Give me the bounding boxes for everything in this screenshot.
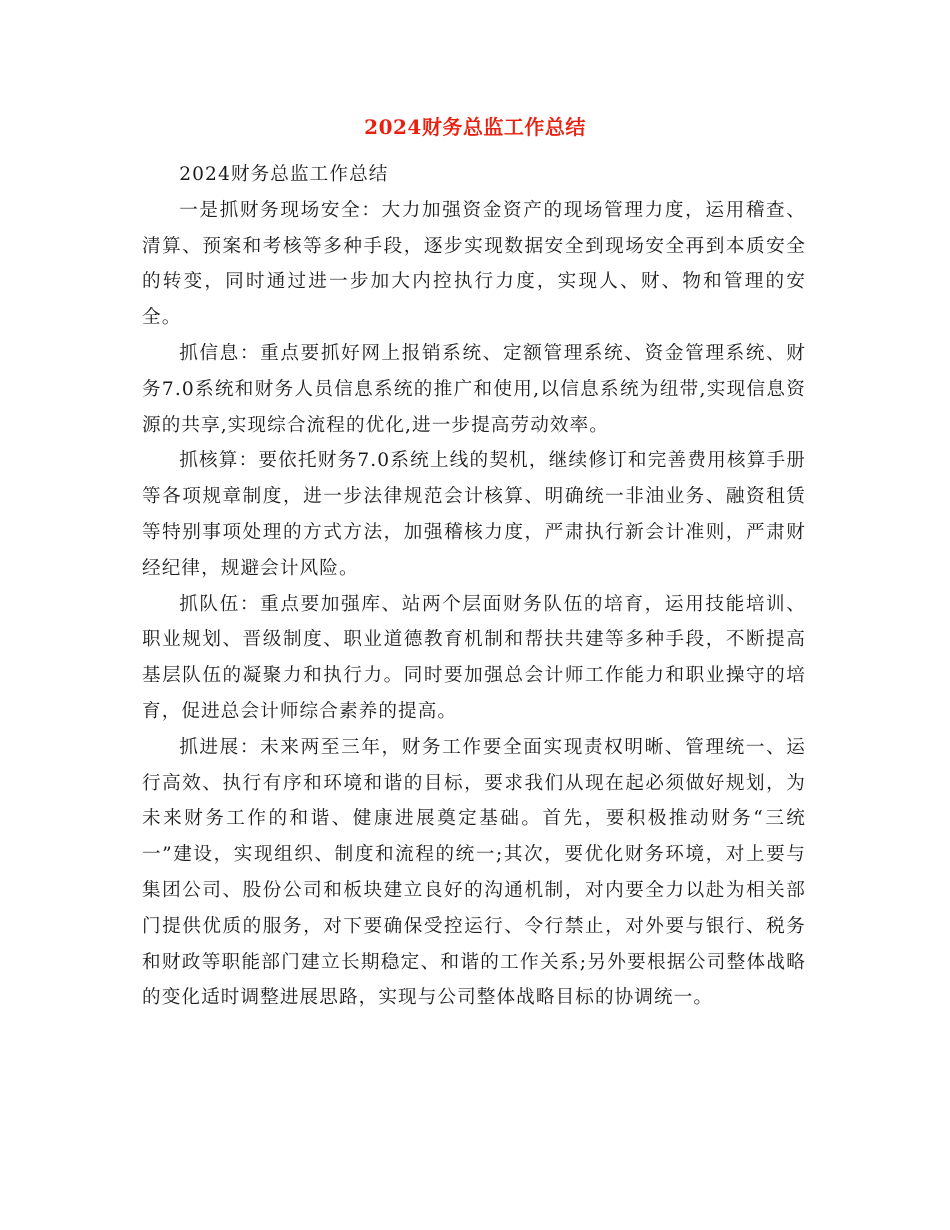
document-title: 2024财务总监工作总结 — [364, 115, 586, 139]
paragraph-team: 抓队伍：重点要加强库、站两个层面财务队伍的培育，运用技能培训、职业规划、晋级制度、职业道德教育机制和帮扶共建等多种手段，不断提高基层队伍的凝聚力和执行力。同时要加强总会计师工作能力和职业操守的培育，促进总会计师综合素养的提高。 — [142, 593, 806, 722]
paragraph-safety: 一是抓财务现场安全：大力加强资金资产的现场管理力度，运用稽查、清算、预案和考核等多种手段，逐步实现数据安全到现场安全再到本质安全的转变，同时通过进一步加大内控执行力度，实现人、财、物和管理的安全。 — [142, 199, 806, 329]
paragraph-development: 抓进展：未来两至三年，财务工作要全面实现责权明晰、管理统一、运行高效、执行有序和环境和谐的目标，要求我们从现在起必须做好规划，为未来财务工作的和谐、健康进展奠定基础。首先，要积极推动财务“三统一”建设，实现组织、制度和流程的统一;其次，要优化财务环境，对上要与集团公司、股份公司和板块建立良好的沟通机制，对内要全力以赴为相关部门提供优质的服务，对下要确保受控运行、令行禁止，对外要与银行、税务和财政等职能部门建立长期稳定、和谐的工作关系;另外要根据公司整体战略的变化适时调整进展思路，实现与公司整体战略目标的协调统一。 — [142, 736, 806, 1009]
paragraph-information: 抓信息：重点要抓好网上报销系统、定额管理系统、资金管理系统、财务7.0系统和财务人员信息系统的推广和使用,以信息系统为纽带,实现信息资源的共享,实现综合流程的优化,进一步提高劳动效率。 — [142, 342, 806, 436]
paragraph-subtitle: 2024财务总监工作总结 — [179, 164, 389, 185]
paragraph-accounting: 抓核算：要依托财务7.0系统上线的契机，继续修订和完善费用核算手册等各项规章制度，进一步法律规范会计核算、明确统一非油业务、融资租赁等特别事项处理的方式方法，加强稽核力度，严肃执行新会计准则，严肃财经纪律，规避会计风险。 — [142, 450, 806, 579]
document-body — [142, 157, 806, 1016]
